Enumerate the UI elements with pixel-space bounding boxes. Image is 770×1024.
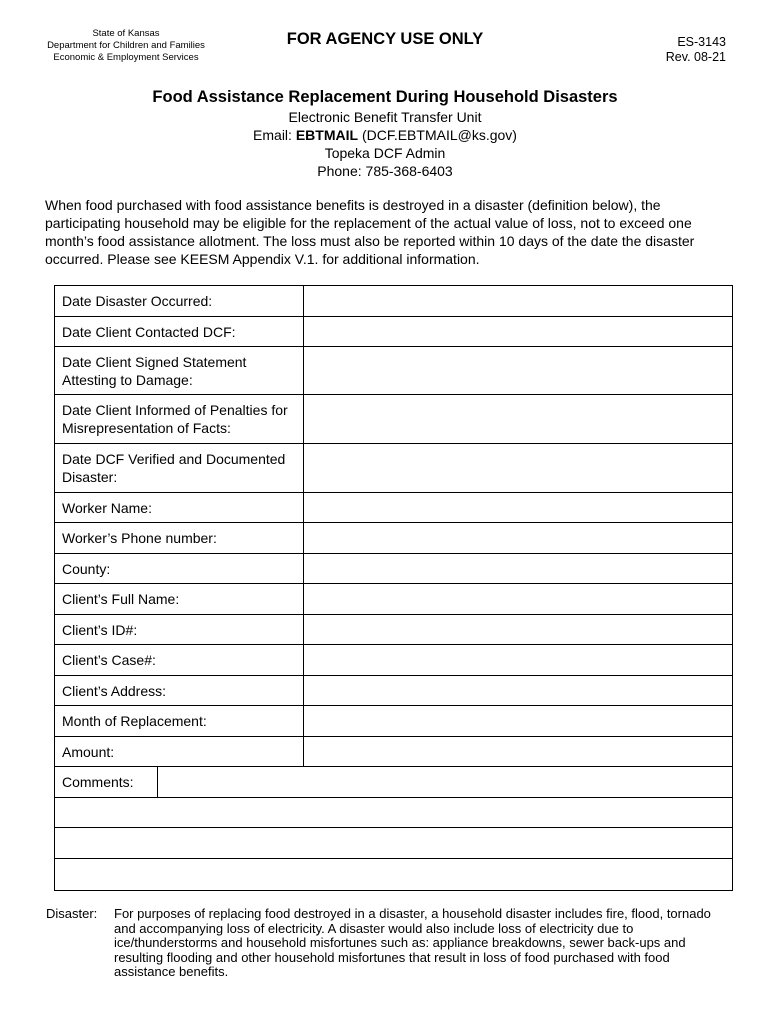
field-input-client-full-name[interactable] — [304, 584, 732, 614]
intro-text: When food purchased with food assistance benefits is destroyed in a disaster (definition below), the participating household may be eligible for the replacement of the actual value of loss, not to exceed one month’s food assistance allotment. The loss must also be reported within 10 days of the date the disaster occurred. Please see KEESM Appendix V.1. for additional information. — [45, 197, 695, 267]
form-row-comments-line-3 — [55, 859, 732, 890]
document-title: Food Assistance Replacement During Household Disasters — [152, 88, 618, 106]
field-input-worker-phone[interactable] — [304, 523, 732, 553]
field-label-county: County: — [62, 561, 111, 577]
form-row-client-case — [55, 645, 732, 676]
field-input-client-address[interactable] — [304, 676, 732, 705]
field-label-client-case: Client’s Case#: — [62, 652, 156, 668]
contact-admin: Topeka DCF Admin — [324, 145, 446, 161]
agency-line-division: Economic & Employment Services — [53, 52, 199, 63]
form-row-date-dcf-verified — [55, 444, 732, 493]
field-label-client-address: Client’s Address: — [62, 683, 167, 699]
form-row-client-full-name — [55, 584, 732, 615]
field-input-month-of-replacement[interactable] — [304, 706, 732, 736]
field-input-client-id[interactable] — [304, 615, 732, 644]
email-address: (DCF.EBTMAIL@ks.gov) — [361, 127, 517, 143]
field-label-date-disaster-occurred: Date Disaster Occurred: — [62, 293, 213, 309]
form-row-worker-name — [55, 493, 732, 523]
form-row-amount — [55, 737, 732, 767]
field-input-client-case[interactable] — [304, 645, 732, 675]
agency-line-department: Department for Children and Families — [47, 40, 205, 51]
form-row-date-client-informed — [55, 395, 732, 444]
field-label-client-id: Client’s ID#: — [62, 622, 138, 638]
field-input-date-client-signed[interactable] — [304, 347, 732, 394]
field-input-comments[interactable] — [158, 767, 732, 797]
form-row-client-id — [55, 615, 732, 645]
form-row-date-client-signed — [55, 347, 732, 395]
field-label-worker-name: Worker Name: — [62, 500, 152, 516]
contact-email — [0, 126, 770, 144]
agency-header — [36, 28, 216, 64]
form-row-comments-line-2 — [55, 828, 732, 859]
form-row-comments — [55, 767, 732, 798]
email-prefix: Email: — [253, 127, 292, 143]
field-label-worker-phone: Worker’s Phone number: — [62, 530, 217, 546]
form-row-date-disaster-occurred — [55, 286, 732, 317]
field-input-date-disaster-occurred[interactable] — [304, 286, 732, 316]
form-row-date-client-contacted — [55, 317, 732, 347]
field-input-comments-line-3[interactable] — [55, 859, 732, 890]
form-row-county — [55, 554, 732, 584]
contact-block — [0, 108, 770, 180]
contact-unit: Electronic Benefit Transfer Unit — [288, 109, 482, 125]
email-name: EBTMAIL — [295, 127, 359, 143]
field-input-date-client-contacted[interactable] — [304, 317, 732, 346]
field-input-comments-line-2[interactable] — [55, 828, 732, 858]
agency-line-state: State of Kansas — [92, 28, 160, 39]
field-input-date-client-informed[interactable] — [304, 395, 732, 443]
field-label-month-of-replacement: Month of Replacement: — [62, 713, 207, 729]
disaster-text: For purposes of replacing food destroyed in a disaster, a household disaster includes fire, flood, tornado and accompanying loss of electricity. A disaster would also include loss of electricity due to ice/thunderstorms and household misfortunes such as: appliance breakdowns, sewer back-ups and resulting flooding and other household misfortunes that result in loss of food purchased with food assistance benefits. — [114, 906, 711, 979]
contact-phone: Phone: 785-368-6403 — [317, 163, 453, 179]
form-row-worker-phone — [55, 523, 732, 554]
form-number-block — [666, 35, 726, 65]
disaster-heading: Disaster: — [46, 906, 98, 921]
form-revision: Rev. 08-21 — [665, 50, 726, 64]
form-row-comments-line-1 — [55, 798, 732, 828]
form-row-month-of-replacement — [55, 706, 732, 737]
field-input-date-dcf-verified[interactable] — [304, 444, 732, 492]
field-label-comments: Comments: — [62, 774, 134, 790]
field-label-client-full-name: Client’s Full Name: — [62, 591, 180, 607]
form-row-client-address — [55, 676, 732, 706]
field-label-date-client-informed: Date Client Informed of Penalties for Misrepresentation of Facts: — [62, 402, 288, 436]
field-label-date-dcf-verified: Date DCF Verified and Documented Disaster: — [62, 451, 286, 485]
field-input-amount[interactable] — [304, 737, 732, 766]
field-label-date-client-signed: Date Client Signed Statement Attesting to Damage: — [62, 354, 247, 388]
form-number: ES-3143 — [677, 35, 726, 49]
field-input-comments-line-1[interactable] — [55, 798, 732, 827]
field-input-worker-name[interactable] — [304, 493, 732, 522]
replacement-form-table — [54, 285, 733, 891]
field-label-amount: Amount: — [62, 744, 115, 760]
field-input-county[interactable] — [304, 554, 732, 583]
intro-paragraph — [45, 196, 735, 268]
field-label-date-client-contacted: Date Client Contacted DCF: — [62, 324, 236, 340]
agency-use-only-heading: FOR AGENCY USE ONLY — [286, 30, 484, 48]
